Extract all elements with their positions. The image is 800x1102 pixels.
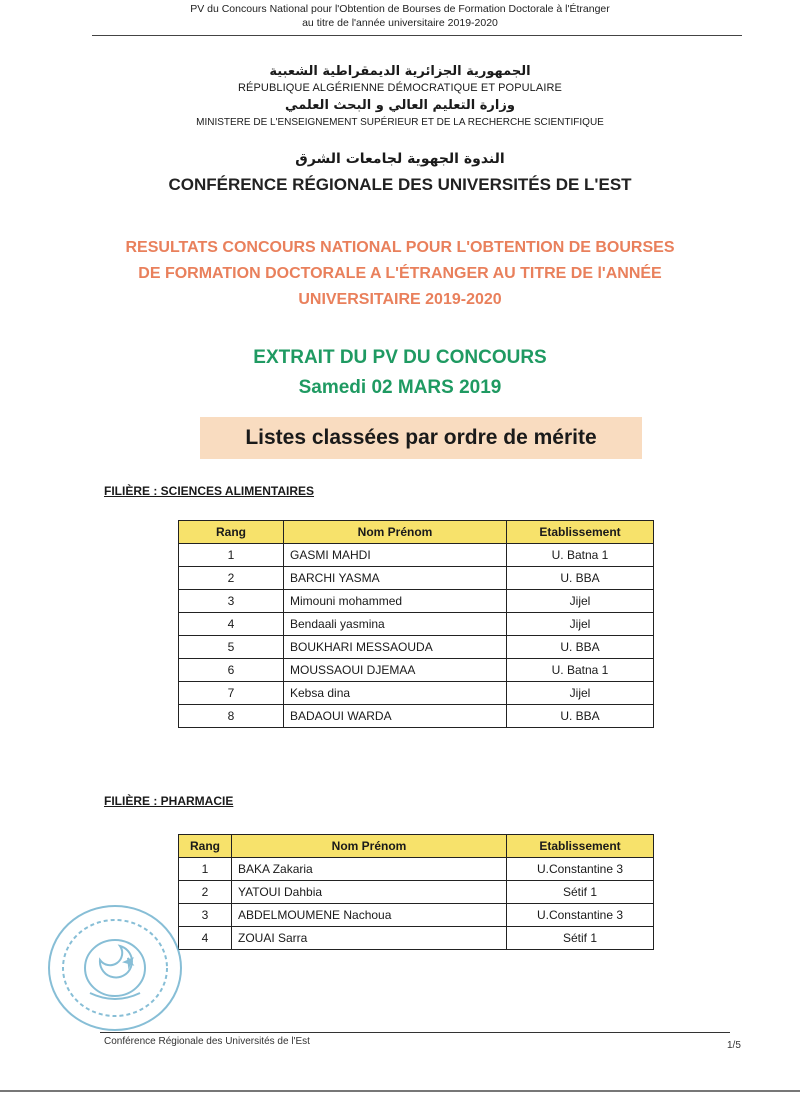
etablissement-cell: U. BBA [507, 636, 654, 659]
rank-cell: 1 [179, 544, 284, 567]
name-cell: BADAOUI WARDA [284, 705, 507, 728]
extrait-line1: EXTRAIT DU PV DU CONCOURS [253, 347, 547, 368]
footer-text: Conférence Régionale des Universités de l'Est [104, 1036, 310, 1047]
rank-cell: 2 [179, 881, 232, 904]
rank-cell: 7 [179, 682, 284, 705]
bottom-rule [0, 1090, 800, 1092]
header-rule [92, 35, 742, 36]
running-header [0, 2, 800, 30]
header-rang: Rang [179, 835, 232, 858]
extrait-date: Samedi 02 MARS 2019 [298, 377, 502, 398]
running-header-line1: PV du Concours National pour l'Obtention de Bourses de Formation Doctorale à l'Étranger [190, 3, 610, 15]
filiere-heading: FILIÈRE : PHARMACIE [104, 794, 234, 808]
table-body [179, 858, 654, 950]
table-row [179, 590, 654, 613]
results-title-line3: UNIVERSITAIRE 2019-2020 [298, 291, 502, 308]
government-block [0, 62, 800, 130]
name-cell: YATOUI Dahbia [232, 881, 507, 904]
header-nom: Nom Prénom [284, 521, 507, 544]
rank-cell: 4 [179, 613, 284, 636]
name-cell: BOUKHARI MESSAOUDA [284, 636, 507, 659]
name-cell: Bendaali yasmina [284, 613, 507, 636]
header-rang: Rang [179, 521, 284, 544]
table-row [179, 881, 654, 904]
filiere-heading: FILIÈRE : SCIENCES ALIMENTAIRES [104, 484, 315, 498]
table-row [179, 544, 654, 567]
rank-cell: 3 [179, 590, 284, 613]
official-seal-icon [40, 898, 190, 1038]
table-row [179, 927, 654, 950]
etablissement-cell: U.Constantine 3 [507, 904, 654, 927]
table-row [179, 567, 654, 590]
results-title [80, 235, 720, 313]
page-number: 1/5 [727, 1040, 741, 1051]
rank-cell: 1 [179, 858, 232, 881]
table-body [179, 544, 654, 728]
results-title-line1: RESULTATS CONCOURS NATIONAL POUR L'OBTENTION DE BOURSES [125, 239, 675, 256]
etablissement-cell: U. BBA [507, 567, 654, 590]
rank-cell: 4 [179, 927, 232, 950]
table-row [179, 636, 654, 659]
name-cell: ZOUAI Sarra [232, 927, 507, 950]
header-etab: Etablissement [507, 521, 654, 544]
conference-arabic: الندوة الجهوية لجامعات الشرق [295, 151, 505, 167]
table-row [179, 613, 654, 636]
table-row [179, 904, 654, 927]
name-cell: Kebsa dina [284, 682, 507, 705]
table-row [179, 682, 654, 705]
etablissement-cell: U. Batna 1 [507, 659, 654, 682]
table-header-row [179, 835, 654, 858]
rank-cell: 3 [179, 904, 232, 927]
results-table [178, 520, 654, 728]
rank-cell: 5 [179, 636, 284, 659]
header-nom: Nom Prénom [232, 835, 507, 858]
etablissement-cell: U. BBA [507, 705, 654, 728]
table-header-row [179, 521, 654, 544]
rank-cell: 6 [179, 659, 284, 682]
name-cell: MOUSSAOUI DJEMAA [284, 659, 507, 682]
results-table [178, 834, 654, 950]
name-cell: GASMI MAHDI [284, 544, 507, 567]
table-row [179, 659, 654, 682]
table-row [179, 705, 654, 728]
header-etab: Etablissement [507, 835, 654, 858]
conference-french: CONFÉRENCE RÉGIONALE DES UNIVERSITÉS DE L'EST [168, 175, 632, 194]
etablissement-cell: U. Batna 1 [507, 544, 654, 567]
rank-cell: 8 [179, 705, 284, 728]
rank-cell: 2 [179, 567, 284, 590]
french-ministry: MINISTERE DE L'ENSEIGNEMENT SUPÉRIEUR ET DE LA RECHERCHE SCIENTIFIQUE [196, 117, 604, 128]
name-cell: BAKA Zakaria [232, 858, 507, 881]
arabic-ministry: وزارة التعليم العالي و البحث العلمي [285, 98, 515, 113]
name-cell: ABDELMOUMENE Nachoua [232, 904, 507, 927]
footer-rule [100, 1032, 730, 1033]
name-cell: BARCHI YASMA [284, 567, 507, 590]
etablissement-cell: Sétif 1 [507, 927, 654, 950]
running-header-line2: au titre de l'année universitaire 2019-2020 [302, 17, 498, 29]
table-row [179, 858, 654, 881]
etablissement-cell: Jijel [507, 682, 654, 705]
etablissement-cell: Jijel [507, 590, 654, 613]
extrait-block [0, 343, 800, 403]
list-title: Listes classées par ordre de mérite [200, 417, 642, 459]
etablissement-cell: U.Constantine 3 [507, 858, 654, 881]
arabic-republic: الجمهورية الجزائرية الديمقراطية الشعبية [269, 64, 531, 79]
french-republic: RÉPUBLIQUE ALGÉRIENNE DÉMOCRATIQUE ET POPULAIRE [238, 82, 562, 94]
name-cell: Mimouni mohammed [284, 590, 507, 613]
etablissement-cell: Sétif 1 [507, 881, 654, 904]
etablissement-cell: Jijel [507, 613, 654, 636]
results-title-line2: DE FORMATION DOCTORALE A L'ÉTRANGER AU TITRE DE l'ANNÉE [138, 265, 662, 282]
